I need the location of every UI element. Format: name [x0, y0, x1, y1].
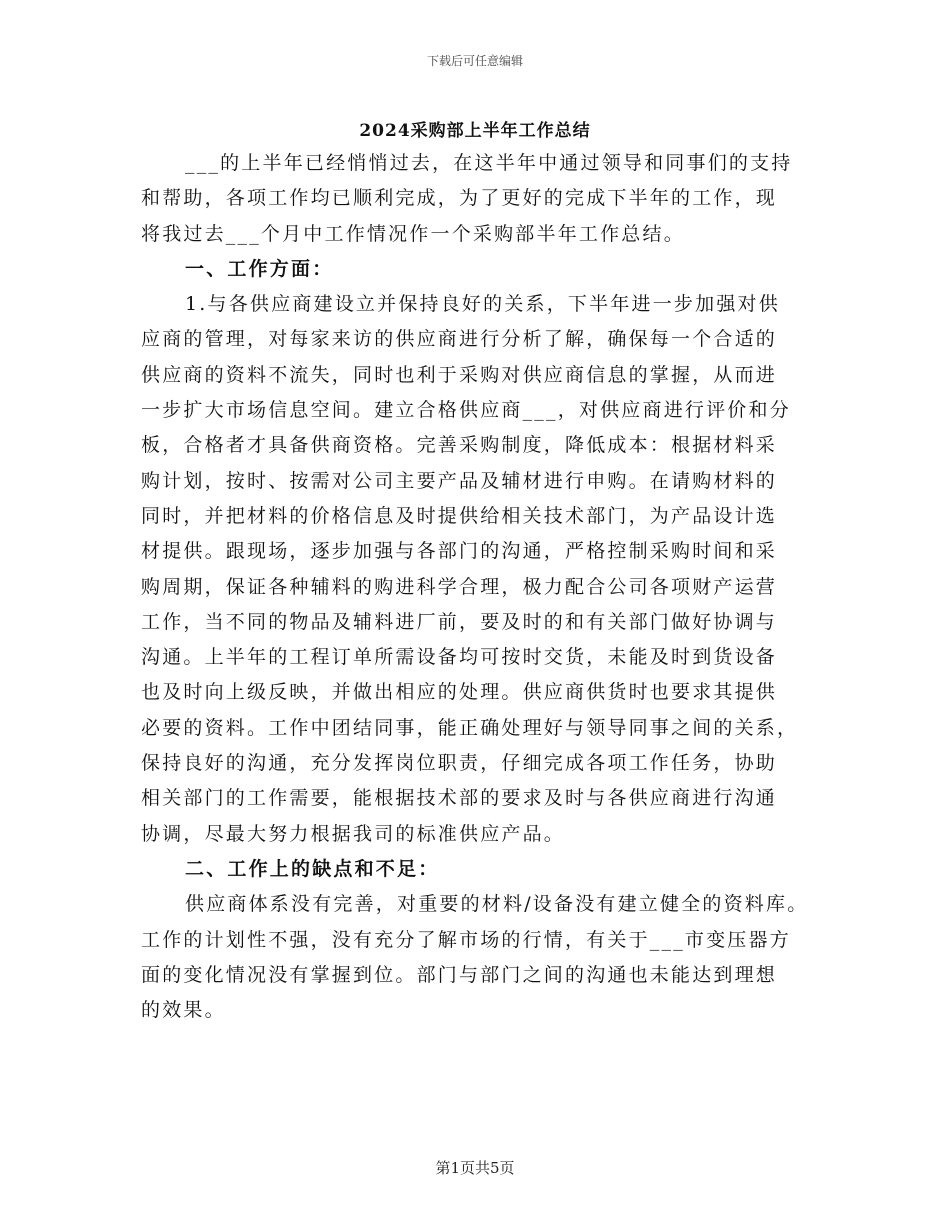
- paragraph-line: 供应商的资料不流失，同时也利于采购对供应商信息的掌握，从而进: [141, 363, 778, 386]
- page-footer-number: 第1页共5页: [435, 1159, 515, 1177]
- paragraph-line: 一步扩大市场信息空间。建立合格供应商___，对供应商进行评价和分: [141, 399, 791, 422]
- paragraph-line: 面的变化情况没有掌握到位。部门与部门之间的沟通也未能达到理想: [141, 963, 778, 986]
- paragraph-line: 购计划，按时、按需对公司主要产品及辅材进行申购。在请购材料的: [141, 469, 778, 492]
- paragraph-line: 沟通。上半年的工程订单所需设备均可按时交货，未能及时到货设备: [141, 646, 778, 669]
- paragraph-line: 材提供。跟现场，逐步加强与各部门的沟通，严格控制采购时间和采: [141, 540, 778, 563]
- paragraph-line: 协调，尽最大努力根据我司的标准供应产品。: [141, 822, 566, 845]
- paragraph-line: 应商的管理，对每家来访的供应商进行分析了解，确保每一个合适的: [141, 328, 778, 351]
- paragraph-line: 工作的计划性不强，没有充分了解市场的行情，有关于___市变压器方: [141, 928, 791, 951]
- paragraph-line: 相关部门的工作需要，能根据技术部的要求及时与各供应商进行沟通: [141, 787, 778, 810]
- paragraph-line: 1.与各供应商建设立并保持良好的关系，下半年进一步加强对供: [185, 293, 780, 316]
- paragraph-line: 也及时向上级反映，并做出相应的处理。供应商供货时也要求其提供: [141, 681, 778, 704]
- paragraph-line: 将我过去___个月中工作情况作一个采购部半年工作总结。: [141, 222, 685, 245]
- section-heading: 一、工作方面：: [185, 257, 334, 280]
- paragraph-line: 购周期，保证各种辅料的购进科学合理，极力配合公司各项财产运营: [141, 575, 778, 598]
- page-header-note: 下载后可任意编辑: [426, 54, 523, 68]
- paragraph-line: 工作，当不同的物品及辅料进厂前，要及时的和有关部门做好协调与: [141, 610, 778, 633]
- paragraph-line: 的效果。: [141, 999, 226, 1022]
- paragraph-line: 保持良好的沟通，充分发挥岗位职责，仔细完成各项工作任务，协助: [141, 752, 778, 775]
- document-body: [141, 146, 821, 1028]
- section-heading: 二、工作上的缺点和不足：: [185, 857, 440, 880]
- paragraph-line: 必要的资料。工作中团结同事，能正确处理好与领导同事之间的关系，: [141, 716, 799, 739]
- paragraph-line: 和帮助，各项工作均已顺利完成，为了更好的完成下半年的工作，现: [141, 187, 778, 210]
- paragraph-line: 供应商体系没有完善，对重要的材料/设备没有建立健全的资料库。: [185, 893, 809, 916]
- paragraph-line: 同时，并把材料的价格信息及时提供给相关技术部门，为产品设计选: [141, 504, 778, 527]
- paragraph-line: ___的上半年已经悄悄过去，在这半年中通过领导和同事们的支持: [185, 152, 793, 174]
- paragraph-line: 板，合格者才具备供商资格。完善采购制度，降低成本：根据材料采: [141, 434, 778, 457]
- document-title: 2024采购部上半年工作总结: [359, 121, 591, 141]
